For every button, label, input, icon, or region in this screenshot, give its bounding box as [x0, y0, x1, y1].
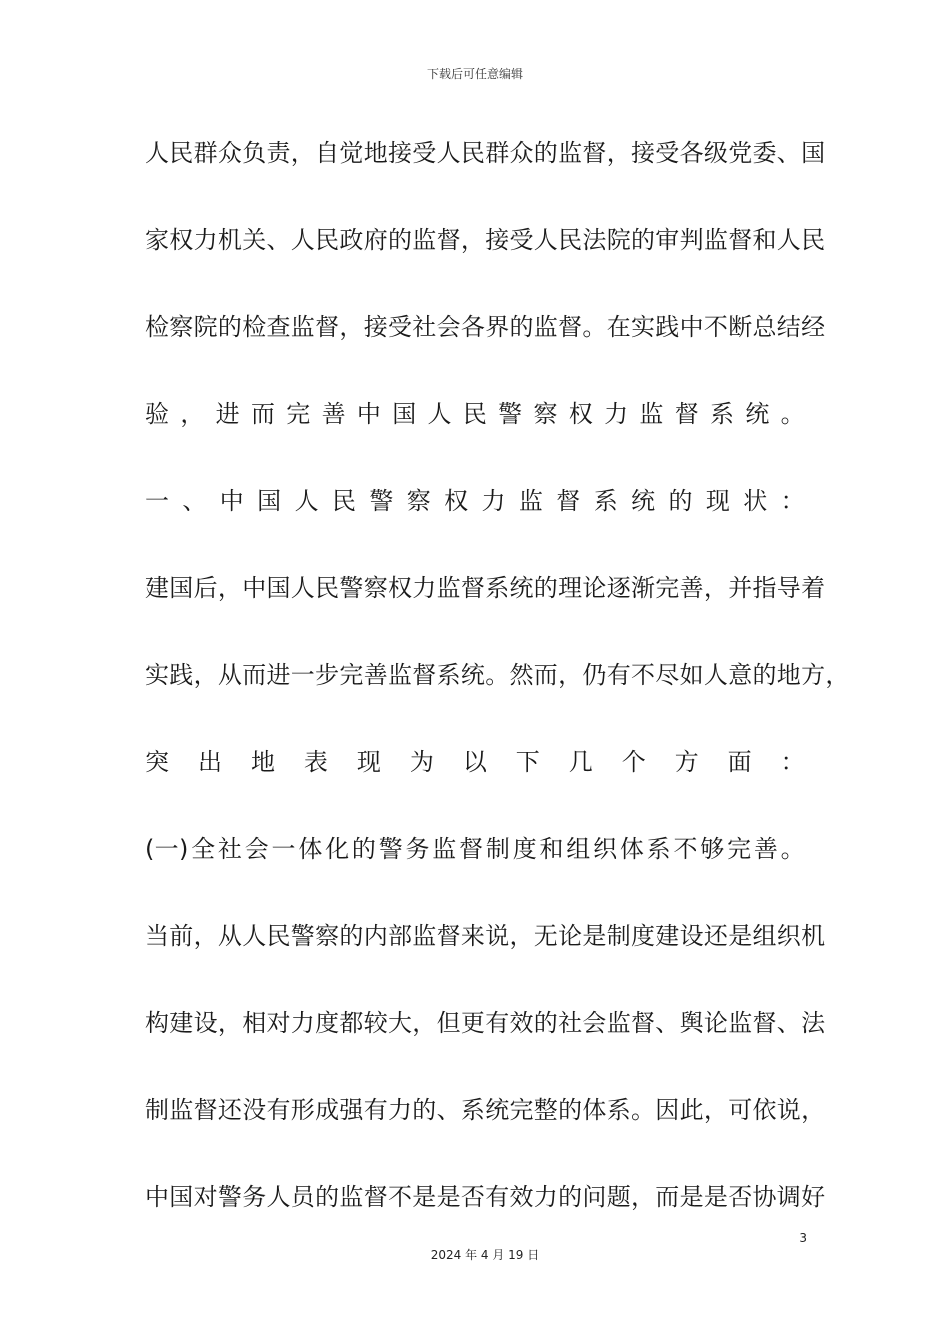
- body-line-4: 验 ， 进 而 完 善 中 国 人 民 警 察 权 力 监 督 系 统 。: [145, 400, 805, 428]
- body-line-3: 检察院的检查监督，接受社会各界的监督。在实践中不断总结经: [145, 313, 826, 341]
- body-line-10: 当前，从人民警察的内部监督来说，无论是制度建设还是组织机: [145, 922, 826, 950]
- subsection-heading-1: (一) 全 社 会 一 体 化 的 警 务 监 督 制 度 和 组 织 体 系 不 够 完 善 。: [145, 835, 805, 863]
- page-footer-date: 2024 年 4 月 19 日: [430, 1248, 540, 1262]
- section-heading-1: 一 、 中 国 人 民 警 察 权 力 监 督 系 统 的 现 状 ：: [145, 487, 805, 515]
- page-number: 3: [799, 1231, 807, 1245]
- body-line-12: 制监督还没有形成强有力的、系统完整的体系。因此，可依说，: [145, 1096, 826, 1124]
- document-body: [145, 131, 850, 1262]
- body-line-13: 中国对警务人员的监督不是是否有效力的问题，而是是否协调好: [145, 1183, 826, 1211]
- body-line-1: 人民群众负责，自觉地接受人民群众的监督，接受各级党委、国: [145, 139, 826, 167]
- body-line-6: 建国后，中国人民警察权力监督系统的理论逐渐完善，并指导着: [145, 574, 826, 602]
- body-line-7: 实践，从而进一步完善监督系统。然而，仍有不尽如人意的地方，: [145, 661, 850, 689]
- body-line-11: 构建设，相对力度都较大，但更有效的社会监督、舆论监督、法: [145, 1009, 826, 1037]
- body-line-2: 家权力机关、人民政府的监督，接受人民法院的审判监督和人民: [145, 226, 826, 254]
- page-header: 下载后可任意编辑: [426, 67, 523, 81]
- body-line-8: 突 出 地 表 现 为 以 下 几 个 方 面 ：: [145, 748, 805, 776]
